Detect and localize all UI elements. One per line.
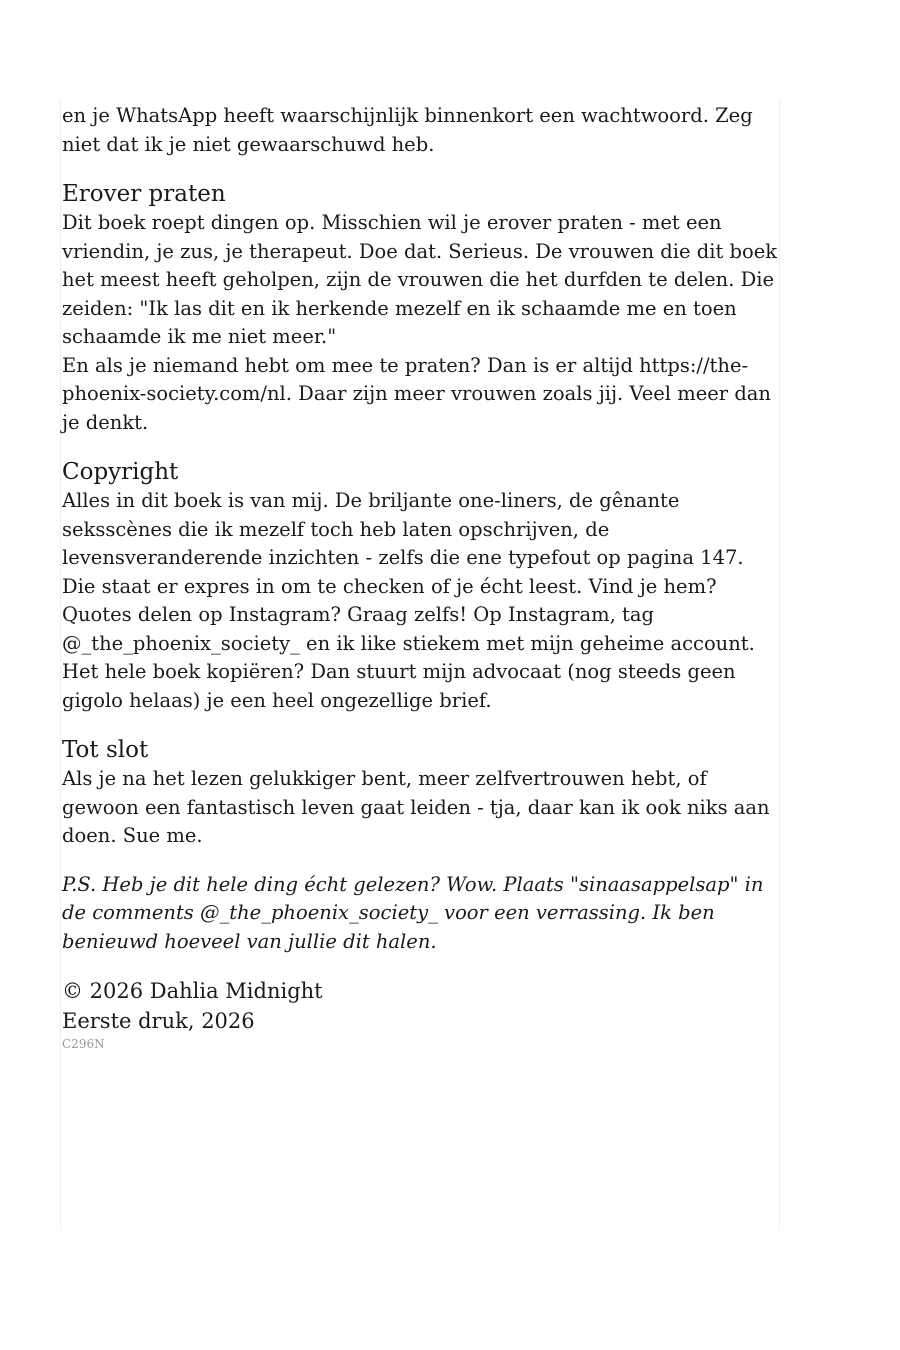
section-heading-copyright: Copyright [62, 459, 179, 485]
postscript: P.S. Heb je dit hele ding écht gelezen? Wow. Plaats "sinaasappelsap" in de comments @_the_phoenix_society_ voor een verrassing. Ik ben benieuwd hoeveel van jullie dit halen. [62, 872, 764, 953]
section-heading-closing: Tot slot [62, 737, 149, 763]
copyright-paragraph-2: Quotes delen op Instagram? Graag zelfs! Op Instagram, tag @_the_phoenix_society_ en ik like stiekem met mijn geheime account. [62, 603, 755, 655]
talk-paragraph-1: Dit boek roept dingen op. Misschien wil je erover praten - met een vriendin, je zus, je therapeut. Doe dat. Serieus. De vrouwen die dit boek het meest heeft geholpen, zijn de vrouwen die het durfden te delen. Die zeiden: "Ik las dit en ik herkende mezelf en ik schaamde me en toen schaamde ik me niet meer." [62, 211, 778, 348]
edition-line: Eerste druk, 2026 [62, 1009, 255, 1033]
section-gap [62, 437, 778, 457]
talk-paragraph-2: En als je niemand hebt om mee te praten? Dan is er altijd https://the-phoenix-society.com/nl. Daar zijn meer vrouwen zoals jij. Veel meer dan je denkt. [62, 353, 771, 434]
copyright-paragraph-1: Alles in dit boek is van mij. De briljante one-liners, de gênante seksscènes die ik mezelf toch heb laten opschrijven, de levensveranderende inzichten - zelfs die ene typefout op pagina 147. Die staat er expres in om te checken of je écht leest. Vind je hem? [62, 489, 744, 598]
print-code: C296N [62, 1037, 105, 1051]
section-heading-talk: Erover praten [62, 181, 226, 207]
section-gap [62, 851, 778, 871]
intro-paragraph: en je WhatsApp heeft waarschijnlijk binnenkort een wachtwoord. Zeg niet dat ik je niet gewaarschuwd heb. [62, 104, 753, 156]
section-gap [62, 956, 778, 976]
copyright-paragraph-3: Het hele boek kopiëren? Dan stuurt mijn advocaat (nog steeds geen gigolo helaas) je een heel ongezellige brief. [62, 660, 736, 712]
section-gap [62, 159, 778, 179]
section-gap [62, 715, 778, 735]
copyright-notice: © 2026 Dahlia Midnight [62, 979, 323, 1003]
document-body [62, 102, 778, 1052]
closing-paragraph-1: Als je na het lezen gelukkiger bent, meer zelfvertrouwen hebt, of gewoon een fantastisch leven gaat leiden - tja, daar kan ik ook niks aan doen. Sue me. [62, 767, 770, 847]
